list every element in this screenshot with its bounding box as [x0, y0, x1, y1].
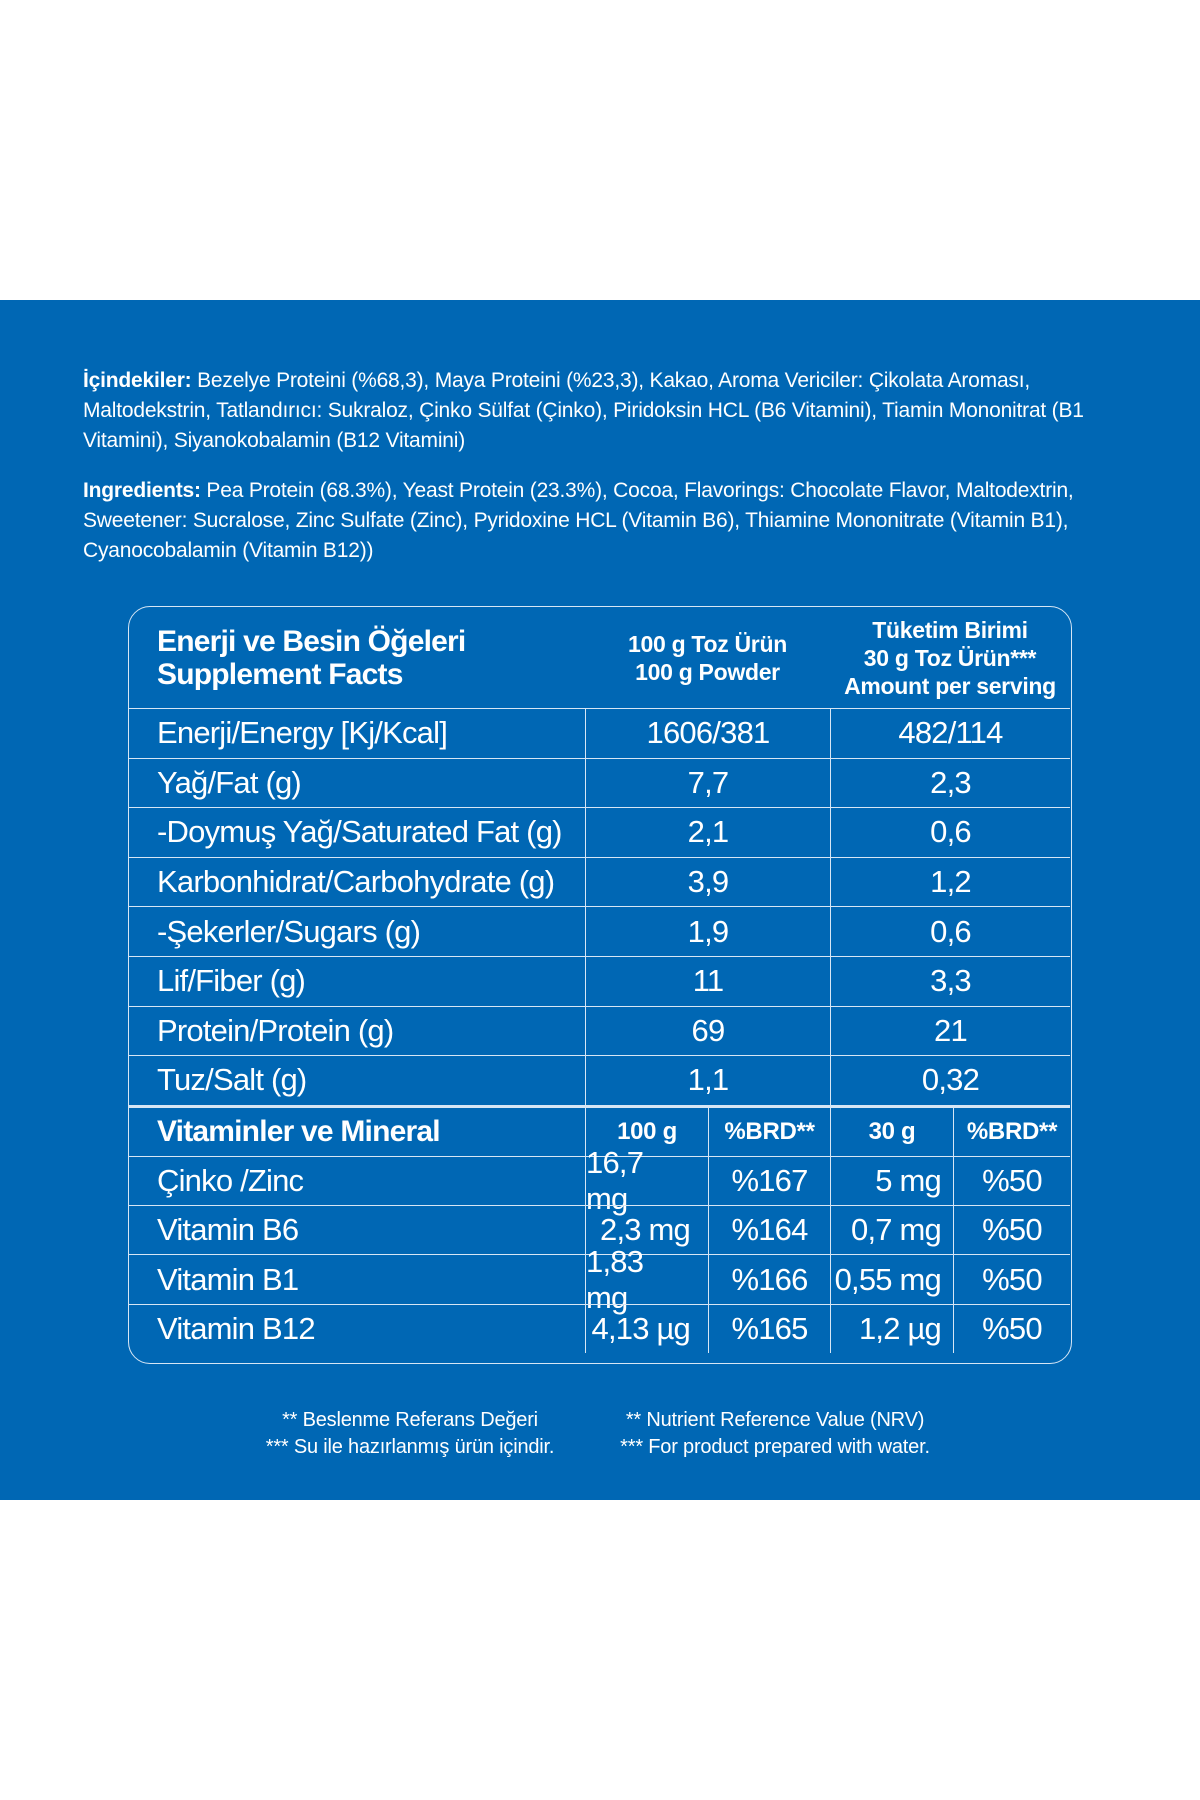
- supplement-facts-table: [128, 606, 1072, 1364]
- vitamin-label: Vitamin B1: [157, 1261, 299, 1297]
- nutrient-row: [129, 956, 1070, 1006]
- vitamin-amount-100g: 1,83 mg: [585, 1255, 708, 1303]
- footnotes-english: [605, 1407, 945, 1461]
- vitamin-brd-100g: %165: [708, 1305, 830, 1353]
- vitamin-brd-30g: %50: [953, 1305, 1070, 1353]
- nutrient-per-serving: 3,3: [830, 957, 1070, 1006]
- col2-line3: Amount per serving: [844, 672, 1056, 699]
- vitamin-brd-30g: %50: [953, 1157, 1070, 1205]
- vitamin-header-brd1: %BRD**: [708, 1108, 830, 1156]
- vitamin-amount-30g: 5 mg: [830, 1157, 953, 1205]
- nutrient-row: [129, 906, 1070, 956]
- ingredients-turkish: [83, 366, 1143, 456]
- nutrient-label: Yağ/Fat (g): [157, 764, 301, 800]
- nutrient-label: Enerji/Energy [Kj/Kcal]: [157, 715, 448, 751]
- nutrient-row: [129, 1055, 1070, 1105]
- nutrient-label: -Şekerler/Sugars (g): [157, 913, 421, 949]
- nutrient-label: Tuz/Salt (g): [157, 1062, 307, 1098]
- nutrient-per100: 69: [585, 1007, 830, 1056]
- vitamin-header-label: Vitaminler ve Mineral: [157, 1114, 440, 1148]
- col1-line2: 100 g Powder: [635, 658, 780, 685]
- vitamin-brd-30g: %50: [953, 1255, 1070, 1303]
- vitamin-row: [129, 1304, 1070, 1353]
- vitamin-brd-100g: %167: [708, 1157, 830, 1205]
- ingredients-tr-text: Bezelye Proteini (%68,3), Maya Proteini (%23,3), Kakao, Aroma Vericiler: Çikolata Aroması, Maltodekstrin, Tatlandırıcı: Sukraloz, Çinko Sülfat (Çinko), Piridoksin HCL (B6 Vitamini), Tiamin Mononitrat (B1 Vitamini), Siyanokobalamin (B12 Vitamini): [83, 369, 1084, 452]
- vitamin-amount-30g: 1,2 µg: [830, 1305, 953, 1353]
- vitamin-label: Çinko /Zinc: [157, 1162, 304, 1198]
- nutrient-per100: 1,1: [585, 1056, 830, 1105]
- nutrient-label: -Doymuş Yağ/Saturated Fat (g): [157, 814, 562, 850]
- nutrient-per-serving: 2,3: [830, 759, 1070, 808]
- footnote-tr-2: *** Su ile hazırlanmış ürün içindir.: [265, 1436, 555, 1458]
- vitamin-amount-30g: 0,55 mg: [830, 1255, 953, 1303]
- nutrient-per100: 11: [585, 957, 830, 1006]
- nutrient-per100: 3,9: [585, 858, 830, 907]
- vitamin-row: [129, 1144, 1070, 1216]
- ingredients-en-text: Pea Protein (68.3%), Yeast Protein (23.3%), Cocoa, Flavorings: Chocolate Flavor, Maltodextrin, Sweetener: Sucralose, Zinc Sulfate (Zinc), Pyridoxine HCL (Vitamin B6), Thiamine Mononitrate (Vitamin B1), Cyanocobalamin (Vitamin B12)): [83, 479, 1074, 562]
- ingredients-tr-label: İçindekiler:: [83, 369, 192, 392]
- vitamin-brd-100g: %166: [708, 1255, 830, 1303]
- vitamin-brd-100g: %164: [708, 1206, 830, 1254]
- nutrient-per100: 1606/381: [585, 709, 830, 758]
- table-title: [129, 607, 585, 708]
- nutrient-row: [129, 807, 1070, 857]
- ingredients-english: [83, 476, 1143, 566]
- table-title-tr: Enerji ve Besin Öğeleri: [157, 624, 466, 658]
- vitamin-label: Vitamin B6: [157, 1212, 299, 1248]
- nutrient-per-serving: 0,32: [830, 1056, 1070, 1105]
- nutrient-label: Lif/Fiber (g): [157, 963, 306, 999]
- nutrient-per-serving: 0,6: [830, 808, 1070, 857]
- vitamin-label: Vitamin B12: [157, 1310, 315, 1346]
- col2-line1: Tüketim Birimi: [872, 616, 1028, 643]
- nutrient-per100: 1,9: [585, 907, 830, 956]
- nutrient-per-serving: 0,6: [830, 907, 1070, 956]
- vitamin-brd-30g: %50: [953, 1206, 1070, 1254]
- nutrient-row: [129, 758, 1070, 808]
- nutrient-label: Karbonhidrat/Carbohydrate (g): [157, 864, 555, 900]
- vitamin-header-30g: 30 g: [830, 1108, 953, 1156]
- nutrient-per-serving: 1,2: [830, 858, 1070, 907]
- column-header-per100: [585, 607, 830, 708]
- vitamin-header-100g: 100 g: [585, 1108, 708, 1156]
- ingredients-en-label: Ingredients:: [83, 479, 201, 502]
- vitamin-amount-30g: 0,7 mg: [830, 1206, 953, 1254]
- nutrient-row: [129, 857, 1070, 907]
- table-title-en: Supplement Facts: [157, 657, 403, 691]
- col2-line2: 30 g Toz Ürün***: [863, 644, 1037, 671]
- footnote-tr-1: ** Beslenme Referans Değeri: [282, 1409, 538, 1431]
- vitamin-row: [129, 1243, 1070, 1315]
- nutrient-per-serving: 482/114: [830, 709, 1070, 758]
- column-header-serving: [830, 607, 1070, 708]
- nutrient-per100: 2,1: [585, 808, 830, 857]
- footnote-en-2: *** For product prepared with water.: [620, 1436, 930, 1458]
- col1-line1: 100 g Toz Ürün: [628, 630, 787, 657]
- nutrient-label: Protein/Protein (g): [157, 1012, 394, 1048]
- nutrient-per-serving: 21: [830, 1007, 1070, 1056]
- vitamin-amount-100g: 2,3 mg: [585, 1206, 708, 1254]
- vitamin-amount-100g: 16,7 mg: [585, 1157, 708, 1205]
- vitamin-amount-100g: 4,13 µg: [585, 1305, 708, 1353]
- vitamin-header-brd2: %BRD**: [953, 1108, 1070, 1156]
- footnote-en-1: ** Nutrient Reference Value (NRV): [625, 1409, 925, 1431]
- table-header-row: [129, 607, 1070, 708]
- nutrient-row: [129, 1006, 1070, 1056]
- nutrient-per100: 7,7: [585, 759, 830, 808]
- footnotes-turkish: [250, 1407, 570, 1461]
- label-panel: [0, 300, 1200, 1500]
- nutrient-row: [129, 708, 1070, 758]
